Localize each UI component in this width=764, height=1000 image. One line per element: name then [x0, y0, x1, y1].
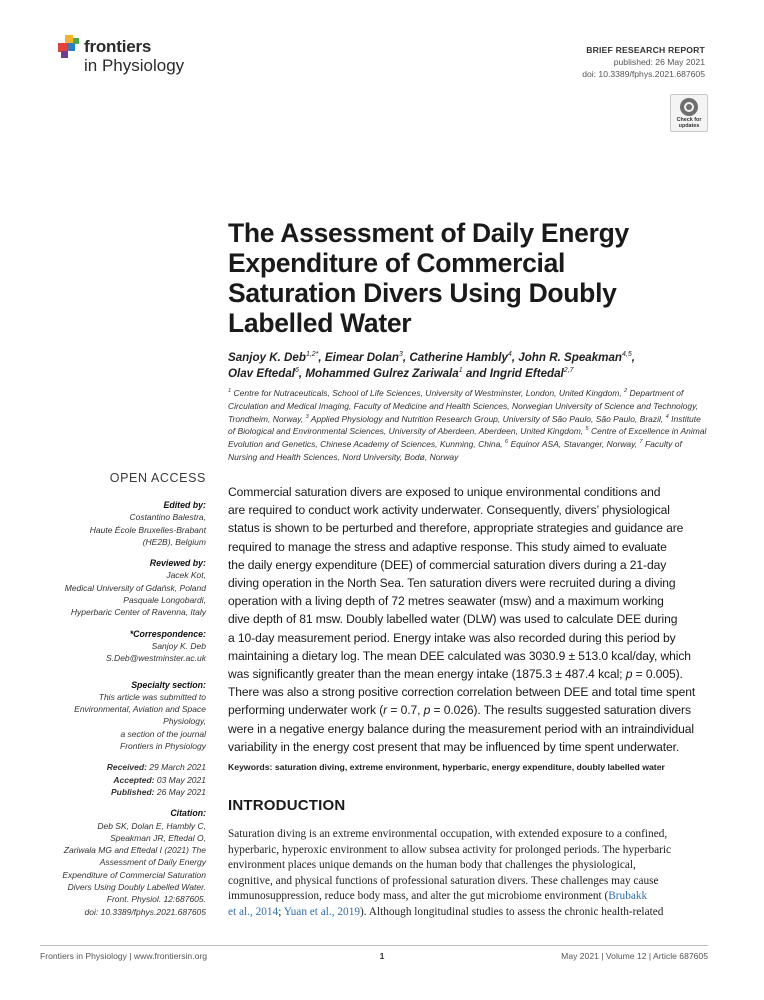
affiliation: Department of Circulation and Medical Imaging, Faculty of Medicine and Health Sciences, Norwegian University of Science and Technology, Trondheim, Norway,	[228, 388, 699, 424]
author-name[interactable]: Eimear Dolan	[324, 351, 399, 364]
published-date: published: 26 May 2021	[613, 57, 705, 67]
article-header-info	[582, 44, 705, 80]
intro-heading: INTRODUCTION	[228, 797, 346, 814]
author-name[interactable]: Catherine Hambly	[409, 351, 508, 364]
affiliations: $^1$ Centre for Nutraceuticals, School of Life Sciences, University of Westminster, London, United Kingdom, $^2$ Department of Circulation and Medical Imaging, Faculty of Medicine and Health Sciences, Norwegian University of Science and Technology, Trondheim, Norway, $^3$ Applied Physiology and Nutrition Research Group, University of São Paulo, São Paulo, Brazil, $^4$ Institute of Biological and Environmental Sciences, University of Aberdeen, Aberdeen, United Kingdom, $^5$ Centre of Excellence in Animal Evolution and Genetics, Chinese Academy of Sciences, Kunming, China, $^6$ Equinor ASA, Stavanger, Norway, $^7$ Faculty of Nursing and Health Sciences, Nord University, Bodø, Norway	[228, 388, 707, 462]
page-number: 1	[379, 951, 385, 961]
received-date: 29 March 2021	[149, 762, 206, 773]
edited-by-section: Edited by: Costantino Balestra, Haute École Bruxelles-Brabant (HE2B), Belgium	[89, 500, 206, 547]
article-doi[interactable]: doi: 10.3389/fphys.2021.687605	[582, 69, 705, 79]
open-access-label: OPEN ACCESS	[109, 471, 206, 485]
author-name[interactable]: John R. Speakman	[518, 351, 623, 364]
abstract-line: required to manage the stress and adaptive response. This study aimed to evaluate	[228, 539, 667, 554]
intro-line: hyperbaric, hyperoxic environment to allow subsea activity for prolonged periods. The hyperbaric	[228, 843, 672, 856]
logo-line-2: in Physiology	[84, 56, 185, 75]
title-line: Saturation Divers Using Doubly	[228, 278, 617, 308]
affiliation: Faculty of Nursing and Health Sciences, Nord University, Bodø, Norway	[228, 439, 682, 462]
footer-journal-link[interactable]: Frontiers in Physiology | www.frontiersin.org	[40, 951, 208, 961]
title-line: Expenditure of Commercial	[228, 248, 566, 278]
article-sidebar	[40, 470, 206, 927]
affiliation: Centre for Nutraceuticals, School of Life Sciences, University of Westminster, London, United Kingdom,	[231, 388, 625, 398]
footer-issue-info: May 2021 | Volume 12 | Article 687605	[561, 951, 708, 961]
abstract-line: Commercial saturation divers are exposed to unique environmental conditions and	[228, 485, 661, 499]
intro-line: Saturation diving is an extreme environmental occupation, with extended exposure to a confined,	[228, 828, 668, 840]
citation-link[interactable]: et al., 2014	[228, 905, 279, 918]
reviewed-by-section: Reviewed by: Jacek Kot, Medical University of Gdańsk, Poland Pasquale Longobardi, Hyperbaric Center of Ravenna, Italy	[64, 558, 206, 618]
abstract-line: performing underwater work (r = 0.7, p = 0.026). The results suggested saturation divers	[228, 703, 691, 718]
frontiers-logo-icon	[56, 34, 82, 60]
abstract-line: dive depth of 81 msw. Doubly labelled water (DLW) was used to calculate DEE during	[228, 612, 678, 627]
abstract-line: status is shown to be perturbed and therefore, appropriate strategies and guidance are	[228, 521, 684, 536]
author-list: Sanjoy K. Deb$^{1,2*}$, Eimear Dolan$^3$, Catherine Hambly$^4$, John R. Speakman$^{4,5}$, Olav Eftedal$^6$, Mohammed Gulrez Zariwala$^1$ and Ingrid Eftedal$^{2,7}$	[228, 351, 635, 380]
abstract	[228, 483, 708, 756]
intro-line: cognitive, and physical functions of professional saturation divers. These challenges may cause	[228, 874, 659, 887]
affiliation: Equinor ASA, Stavanger, Norway,	[508, 439, 640, 450]
journal-logo[interactable]	[56, 32, 206, 82]
abstract-line: are required to conduct work activity underwater. Consequently, divers’ physiological	[228, 503, 670, 518]
intro-line: environment places unique demands on the human body that challenges the physiological,	[228, 859, 636, 871]
citation-section: Citation: Deb SK, Dolan E, Hambly C, Speakman JR, Eftedal O, Zariwala MG and Eftedal I (2021) The Assessment of Daily Energy Expenditure of Commercial Saturation Divers Using Doubly Labelled Water. Front. Physiol. 12:687605. doi: 10.3389/fphys.2021.687605	[62, 808, 206, 917]
correspondence-email[interactable]: S.Deb@westminster.ac.uk	[106, 653, 206, 664]
logo-line-1: frontiers	[84, 37, 152, 56]
check-for-updates-badge[interactable]	[670, 94, 708, 132]
published-date-sidebar: 26 May 2021	[156, 786, 206, 797]
intro-line: immunosuppression, reduce body mass, and alter the gut microbiome environment (Brubakk	[228, 890, 648, 902]
affiliation: Institute of Biological and Environmental Sciences, University of Aberdeen, Aberdeen, United Kingdom,	[228, 413, 701, 437]
affiliation: Applied Physiology and Nutrition Research Group, University of São Paulo, São Paulo, Brazil,	[308, 413, 666, 424]
dates-section: Received: 29 March 2021 Accepted: 03 May 2021 Published: 26 May 2021	[106, 762, 206, 797]
citation-link[interactable]: Brubakk	[608, 890, 648, 902]
author-name[interactable]: Ingrid Eftedal	[489, 366, 564, 380]
author-name[interactable]: Sanjoy K. Deb	[228, 351, 306, 364]
affiliation: Centre of Excellence in Animal Evolution and Genetics, Chinese Academy of Sciences, Kunming, China,	[228, 426, 707, 450]
abstract-line: were in a negative energy balance during the measurement period with an intraindividual	[228, 721, 694, 736]
article-type: BRIEF RESEARCH REPORT	[586, 45, 705, 55]
abstract-line: a 10-day measurement period. Energy intake was also recorded during this period by	[228, 630, 676, 645]
accepted-date: 03 May 2021	[156, 774, 206, 785]
abstract-line: maintaining a dietary log. The mean DEE calculated was 3030.9 ± 513.0 kcal/day, which	[228, 648, 691, 663]
intro-line: et al., 2014; Yuan et al., 2019). Although longitudinal studies to assess the chronic health-related	[228, 905, 664, 918]
title-line: Labelled Water	[228, 308, 412, 338]
title-line: The Assessment of Daily Energy	[228, 218, 629, 248]
correspondence-section: *Correspondence: Sanjoy K. Deb S.Deb@westminster.ac.uk	[40, 628, 206, 665]
author-name[interactable]: Mohammed Gulrez Zariwala	[305, 366, 459, 380]
abstract-line: was significantly greater than the mean energy intake (1875.3 ± 487.4 kcal; p = 0.005).	[228, 667, 683, 682]
abstract-line: variability in the energy cost present that may be influenced by time spent underwater.	[228, 739, 680, 754]
check-updates-label: Check for updates	[676, 117, 702, 129]
abstract-line: There was also a strong positive correction correlation between DEE and total time spent	[228, 685, 696, 700]
citation-link[interactable]: Yuan et al., 2019	[283, 905, 360, 918]
author-name[interactable]: Olav Eftedal	[228, 366, 296, 380]
specialty-section: Specialty section: This article was submitted to Environmental, Aviation and Space Physiology, a section of the journal Frontiers in Physiology	[74, 679, 206, 752]
keywords: Keywords: saturation diving, extreme environment, hyperbaric, energy expenditure, doubly labelled water	[228, 762, 665, 772]
footer-divider	[40, 945, 708, 946]
abstract-line: the daily energy expenditure (DEE) of commercial saturation divers during a 21-day	[228, 557, 667, 572]
intro-paragraph	[228, 827, 708, 920]
abstract-line: diving operation in the North Sea. Ten saturation divers were recruited during a diving	[228, 576, 676, 591]
abstract-line: operation with a living depth of 72 metres seawater (msw) and a maximum working	[228, 594, 664, 609]
article-title	[228, 218, 698, 338]
